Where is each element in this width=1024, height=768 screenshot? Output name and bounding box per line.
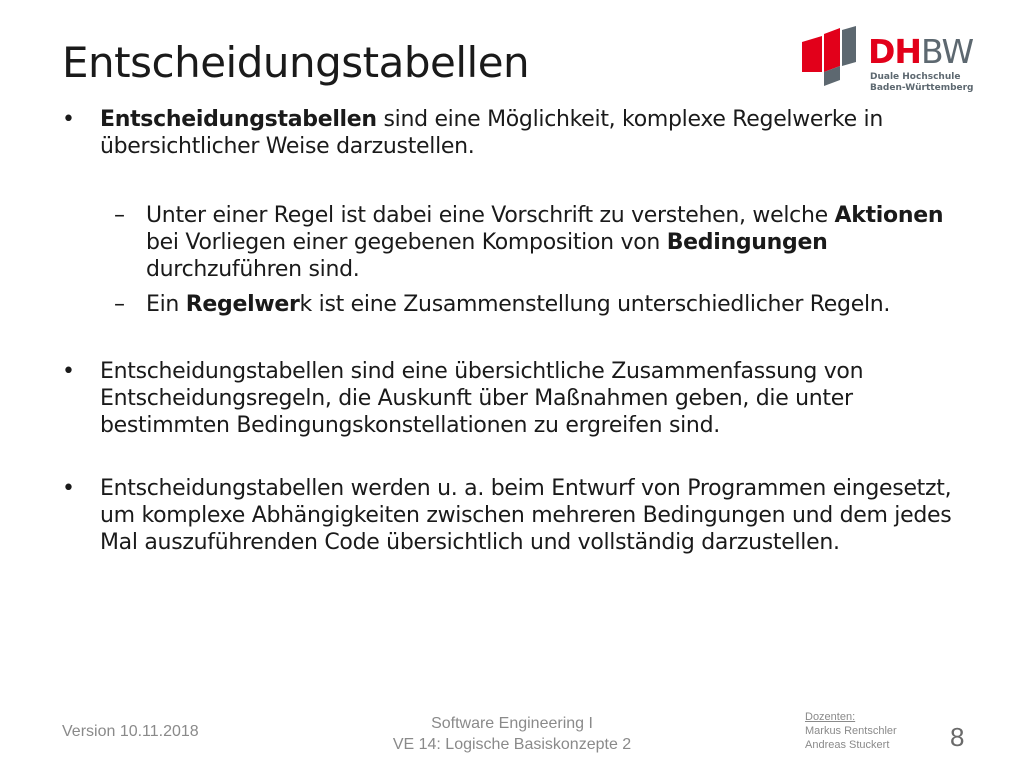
sub-item-1 bbox=[114, 202, 946, 283]
dhbw-logo-line2: Baden-Württemberg bbox=[870, 83, 974, 93]
dhbw-logo-dh: DH bbox=[868, 32, 922, 71]
footer-course-info bbox=[350, 713, 674, 755]
bullet-2-text: Entscheidungstabellen sind eine übersichtliche Zusammenfassung von Entscheidungsregeln, die Auskunft über Maßnahmen geben, die unter bestimmten Bedingungskonstellationen zu ergreifen sind. bbox=[100, 359, 864, 438]
page-number: 8 bbox=[950, 722, 965, 752]
bullet-item-1 bbox=[62, 106, 960, 160]
dhbw-logo-line1: Duale Hochschule bbox=[870, 72, 961, 82]
bullet-item-2 bbox=[62, 358, 960, 439]
footer-lecturers-heading: Dozenten: bbox=[805, 711, 856, 723]
sub-item-1-bold-aktionen: Aktionen bbox=[834, 203, 944, 228]
bullet-1-text: sind eine Möglichkeit, komplexe Regelwerke in übersichtlicher Weise darzustellen. bbox=[100, 107, 883, 159]
sub-item-2-text-2: k ist eine Zusammenstellung unterschiedlicher Regeln. bbox=[299, 292, 891, 317]
bullet-marker: • bbox=[62, 359, 75, 384]
dhbw-logo bbox=[800, 26, 980, 96]
sub-item-1-text-1: Unter einer Regel ist dabei eine Vorschrift zu verstehen, welche bbox=[146, 203, 835, 228]
sub-item-1-text-3: durchzuführen sind. bbox=[146, 257, 360, 282]
bullet-1-bold-term: Entscheidungstabellen bbox=[100, 107, 377, 132]
footer-lecturers bbox=[805, 710, 897, 752]
sub-item-1-bold-bedingungen: Bedingungen bbox=[666, 230, 828, 255]
footer-unit: VE 14: Logische Basiskonzepte 2 bbox=[392, 736, 632, 753]
bullet-marker: • bbox=[62, 107, 75, 132]
dhbw-logo-bw: BW bbox=[921, 32, 974, 71]
footer-version: Version 10.11.2018 bbox=[62, 723, 199, 740]
footer-lecturer-2: Andreas Stuckert bbox=[805, 739, 890, 751]
slide-title: Entscheidungstabellen bbox=[62, 38, 530, 87]
sub-item-marker: – bbox=[114, 292, 125, 317]
dhbw-logo-mark-icon bbox=[800, 26, 862, 88]
sub-item-2 bbox=[114, 291, 946, 318]
footer-course: Software Engineering I bbox=[431, 715, 593, 732]
sub-item-2-bold-regelwerk: Regelwer bbox=[185, 292, 300, 317]
sub-item-marker: – bbox=[114, 203, 125, 228]
dhbw-logo-wordmark bbox=[868, 34, 973, 70]
bullet-3-text: Entscheidungstabellen werden u. a. beim Entwurf von Programmen eingesetzt, um komplexe Abhängigkeiten zwischen mehreren Bedingungen und dem jedes Mal auszuführenden Code übersichtlich und vollständig darzustellen. bbox=[100, 476, 952, 555]
sub-item-2-text-1: Ein bbox=[146, 292, 186, 317]
sub-item-1-text-2: bei Vorliegen einer gegebenen Komposition von bbox=[146, 230, 667, 255]
bullet-item-3 bbox=[62, 475, 960, 556]
footer-lecturer-1: Markus Rentschler bbox=[805, 725, 897, 737]
bullet-marker: • bbox=[62, 476, 75, 501]
